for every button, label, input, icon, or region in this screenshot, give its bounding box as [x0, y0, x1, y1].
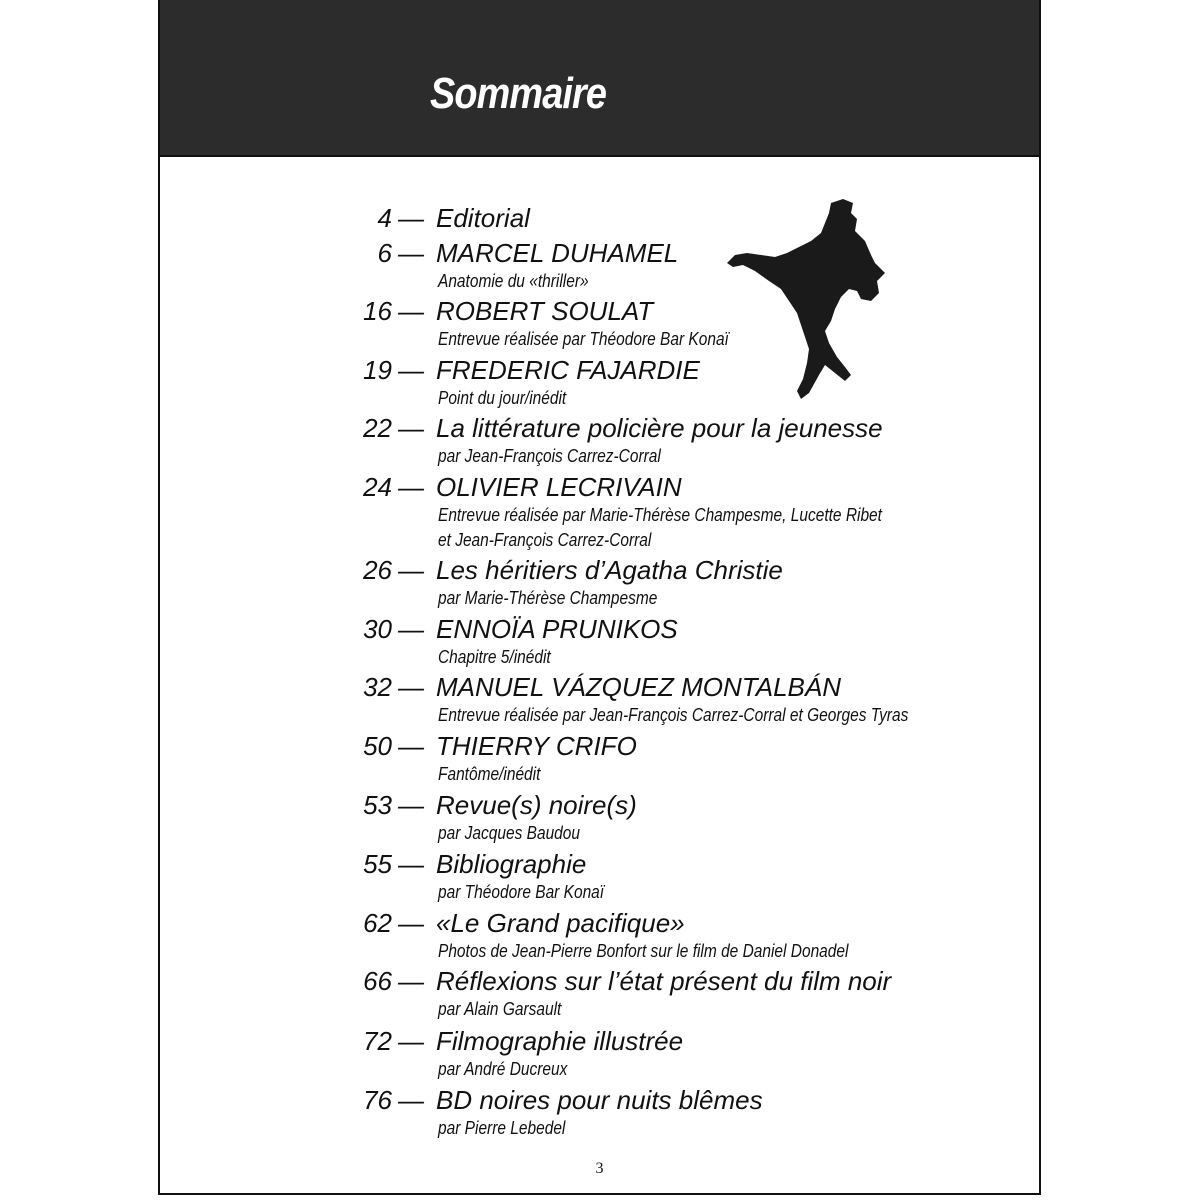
toc-separator: —	[398, 849, 424, 879]
toc-entry-subtitle: Photos de Jean-Pierre Bonfort sur le film de Daniel Donadel	[438, 941, 849, 961]
toc-separator: —	[398, 238, 424, 268]
toc-page-number: 6	[377, 238, 392, 268]
toc-entry-subtitle: Entrevue réalisée par Théodore Bar Konaï	[438, 329, 729, 349]
toc-entry-title: THIERRY CRIFO	[436, 731, 637, 761]
toc-entry-subtitle: par André Ducreux	[438, 1059, 568, 1079]
toc-entry-subtitle: Anatomie du «thriller»	[438, 271, 589, 291]
toc-page-number: 24	[363, 472, 392, 502]
toc-separator: —	[398, 908, 424, 938]
toc-separator: —	[398, 555, 424, 585]
toc-entry-subtitle: par Jacques Baudou	[438, 823, 581, 843]
toc-entry-title: FREDERIC FAJARDIE	[436, 355, 700, 385]
toc-entry-title: Filmographie illustrée	[436, 1026, 684, 1056]
toc-entry-title: «Le Grand pacifique»	[436, 908, 685, 938]
toc-entry-title: ROBERT SOULAT	[436, 296, 654, 326]
toc-entry-title: Réflexions sur l’état présent du film noir	[436, 966, 892, 996]
page-title: Sommaire	[430, 69, 607, 118]
toc-separator: —	[398, 1026, 424, 1056]
toc-separator: —	[398, 1085, 424, 1115]
toc-page-number: 16	[363, 296, 392, 326]
toc-page-number: 30	[363, 614, 392, 644]
toc-entry-title: La littérature policière pour la jeunesse	[436, 413, 883, 443]
toc-separator: —	[398, 203, 424, 233]
toc-page-number: 50	[363, 731, 392, 761]
toc-separator: —	[398, 614, 424, 644]
toc-entry-title: Les héritiers d’Agatha Christie	[436, 555, 783, 585]
toc-entry-subtitle: Entrevue réalisée par Marie-Thérèse Champesme, Lucette Ribet	[438, 505, 882, 525]
toc-page-number: 66	[363, 966, 392, 996]
toc-page-number: 53	[363, 790, 392, 820]
toc-entry-subtitle: Point du jour/inédit	[438, 388, 567, 408]
toc-separator: —	[398, 296, 424, 326]
toc-entry-subtitle: par Alain Garsault	[438, 999, 562, 1019]
document-page	[158, 0, 1041, 1195]
toc-entry-subtitle: par Jean-François Carrez-Corral	[438, 446, 661, 466]
header-banner	[160, 0, 1039, 157]
toc-entry-title: Revue(s) noire(s)	[436, 790, 637, 820]
toc-entry-subtitle: par Théodore Bar Konaï	[438, 882, 605, 902]
toc-page-number: 55	[363, 849, 392, 879]
toc-separator: —	[398, 731, 424, 761]
toc-page-number: 32	[363, 672, 392, 702]
toc-entry-subtitle: par Marie-Thérèse Champesme	[438, 588, 658, 608]
toc-entry-title: Editorial	[436, 203, 530, 233]
toc-entry-subtitle: Fantôme/inédit	[438, 764, 541, 784]
toc-entry-title: ENNOÏA PRUNIKOS	[436, 614, 678, 644]
toc-separator: —	[398, 413, 424, 443]
toc-separator: —	[398, 672, 424, 702]
toc-entry-title: OLIVIER LECRIVAIN	[436, 472, 682, 502]
toc-entry-title: BD noires pour nuits blêmes	[436, 1085, 763, 1115]
toc-separator: —	[398, 790, 424, 820]
toc-separator: —	[398, 966, 424, 996]
toc-entry-title: MANUEL VÁZQUEZ MONTALBÁN	[436, 672, 841, 702]
toc-separator: —	[398, 355, 424, 385]
toc-page-number: 76	[363, 1085, 392, 1115]
toc-page-number: 72	[363, 1026, 392, 1056]
page-number: 3	[595, 1160, 604, 1177]
toc-entry-title: MARCEL DUHAMEL	[436, 238, 679, 268]
toc-page-number: 4	[377, 203, 392, 233]
running-man-silhouette-icon	[725, 197, 905, 399]
toc-entry-subtitle: et Jean-François Carrez-Corral	[438, 530, 652, 550]
toc-entry-subtitle: Chapitre 5/inédit	[438, 647, 551, 667]
toc-page-number: 62	[363, 908, 392, 938]
toc-entry-title: Bibliographie	[436, 849, 587, 879]
toc-page-number: 22	[363, 413, 392, 443]
toc-page-number: 19	[363, 355, 392, 385]
toc-separator: —	[398, 472, 424, 502]
toc-entry-subtitle: par Pierre Lebedel	[438, 1118, 566, 1138]
toc-page-number: 26	[363, 555, 392, 585]
toc-entry-subtitle: Entrevue réalisée par Jean-François Carrez-Corral et Georges Tyras	[438, 705, 909, 725]
